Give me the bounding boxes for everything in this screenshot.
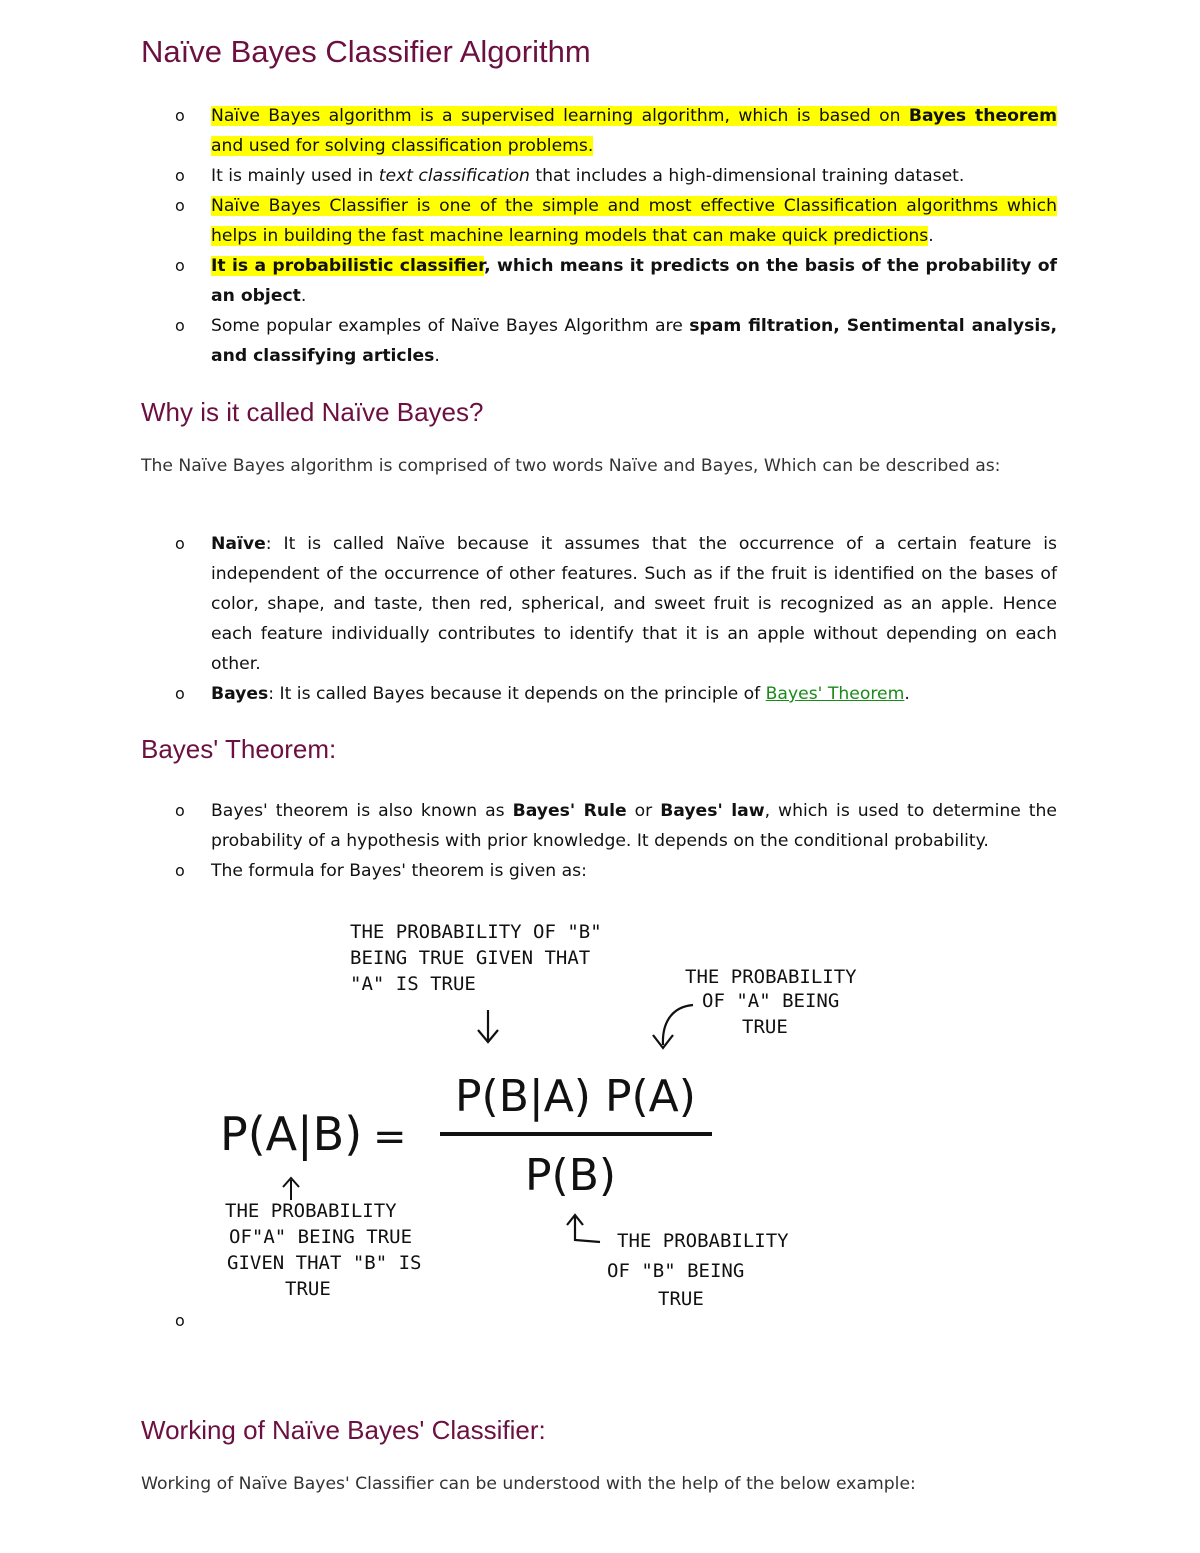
bold-text: Bayes <box>211 684 269 704</box>
bold-text: spam filtration, Sentimental analysis, and classifying articles <box>211 316 1057 366</box>
why-paragraph: The Naïve Bayes algorithm is comprised of two words Naïve and Bayes, Which can be described as: <box>141 456 1001 476</box>
note-prior <box>685 966 868 1038</box>
bullet-marker: o <box>175 256 185 275</box>
bullet-marker: o <box>175 684 185 703</box>
list-item <box>175 529 1057 679</box>
highlighted-text: Naïve Bayes Classifier is one of the simple and most effective Classification algorithms which helps in building the fast machine learning models that can make quick predictions <box>211 196 1057 246</box>
list-item <box>175 679 1057 709</box>
working-paragraph: Working of Naïve Bayes' Classifier can be understood with the help of the below example: <box>141 1474 916 1494</box>
text-run: , which is used to determine the probability of a hypothesis with prior knowledge. It depends on the conditional probability. <box>211 801 1058 851</box>
intro-bullet-list <box>175 101 1057 371</box>
note-line: OF "B" BEING <box>607 1260 745 1282</box>
bold-text: Bayes' Rule <box>512 801 627 821</box>
bullet-marker: o <box>175 801 185 820</box>
formula-numerator: P(B|A) P(A) <box>455 1071 696 1122</box>
page-title: Naïve Bayes Classifier Algorithm <box>141 34 591 69</box>
list-item <box>175 191 1057 251</box>
bayes-formula-figure <box>215 915 895 1315</box>
bullet-marker: o <box>175 166 185 185</box>
why-bullet-list <box>175 529 1057 709</box>
list-item <box>175 311 1057 371</box>
list-item <box>175 796 1057 856</box>
corner-arrow-icon <box>567 1215 600 1242</box>
italic-text: text classification <box>378 166 530 186</box>
note-line: BEING TRUE GIVEN THAT <box>350 947 591 969</box>
bullet-marker: o <box>175 316 185 335</box>
text-run: and used for solving classification problems. <box>211 136 594 156</box>
text-run: or <box>626 801 661 821</box>
section-heading-theorem: Bayes' Theorem: <box>141 734 337 764</box>
formula-denominator: P(B) <box>525 1150 617 1201</box>
text-run: The formula for Bayes' theorem is given as: <box>211 861 587 881</box>
list-item <box>175 101 1057 161</box>
text-run: that includes a high-dimensional training dataset. <box>529 166 965 186</box>
list-item <box>175 251 1057 311</box>
note-line: OF"A" BEING TRUE <box>229 1226 413 1248</box>
section-heading-why: Why is it called Naïve Bayes? <box>141 397 484 427</box>
text-run: : It is called Bayes because it depends on the principle of <box>268 684 766 704</box>
up-arrow-icon <box>283 1178 299 1200</box>
text-run: Bayes' theorem is also known as <box>211 801 513 821</box>
bullet-marker: o <box>175 106 185 125</box>
list-item <box>175 856 1057 886</box>
text-run: . <box>904 684 910 704</box>
section-heading-working: Working of Naïve Bayes' Classifier: <box>141 1415 546 1445</box>
formula-lhs: P(A|B) <box>220 1107 363 1161</box>
text-run: . <box>300 286 307 306</box>
bold-text: Naïve <box>211 534 266 554</box>
formula-drawing <box>215 915 895 1315</box>
bullet-marker: o <box>175 196 185 215</box>
formula-equals: = <box>373 1114 407 1160</box>
note-likelihood <box>350 921 613 995</box>
note-evidence <box>607 1230 800 1310</box>
bold-text: Bayes theorem <box>908 106 1057 126</box>
highlighted-bold-text: It is a probabilistic classifier <box>211 256 485 276</box>
note-line: "A" IS TRUE <box>350 973 476 995</box>
text-run: . <box>928 226 934 246</box>
note-line: GIVEN THAT "B" IS <box>227 1252 422 1274</box>
note-line: TRUE <box>658 1288 704 1310</box>
bullet-marker: o <box>175 861 185 880</box>
note-line: THE PROBABILITY <box>617 1230 789 1252</box>
text-run: Naïve Bayes algorithm is a supervised learning algorithm, which is based on <box>211 106 909 126</box>
highlighted-text <box>211 106 1057 156</box>
note-line: TRUE <box>285 1278 331 1300</box>
note-line: TRUE <box>742 1016 788 1038</box>
note-line: THE PROBABILITY OF "B" <box>350 921 602 943</box>
text-run: . <box>434 346 440 366</box>
list-item <box>175 161 1057 191</box>
note-posterior <box>225 1200 433 1300</box>
note-line: THE PROBABILITY <box>225 1200 397 1222</box>
down-arrow-icon <box>478 1010 498 1042</box>
bullet-marker: o <box>175 534 185 553</box>
curved-arrow-icon <box>653 1005 693 1048</box>
text-run: It is mainly used in <box>211 166 379 186</box>
bullet-marker: o <box>175 1311 185 1330</box>
text-run: Some popular examples of Naïve Bayes Algorithm are <box>211 316 690 336</box>
bayes-theorem-link[interactable]: Bayes' Theorem <box>765 684 905 704</box>
bold-text: Bayes' law <box>660 801 765 821</box>
theorem-bullet-list <box>175 796 1057 886</box>
bold-text: , which means it predicts on the basis of the probability of an object <box>211 256 1057 306</box>
note-line: OF "A" BEING <box>702 990 840 1012</box>
text-run: : It is called Naïve because it assumes that the occurrence of a certain feature is independent of the occurrence of other features. Such as if the fruit is identified on the bases of color, shape, and taste, then red, spherical, and sweet fruit is recognized as an apple. Hence each feature individually contributes to identify that it is an apple without depending on each other. <box>211 534 1057 674</box>
note-line: THE PROBABILITY <box>685 966 857 988</box>
